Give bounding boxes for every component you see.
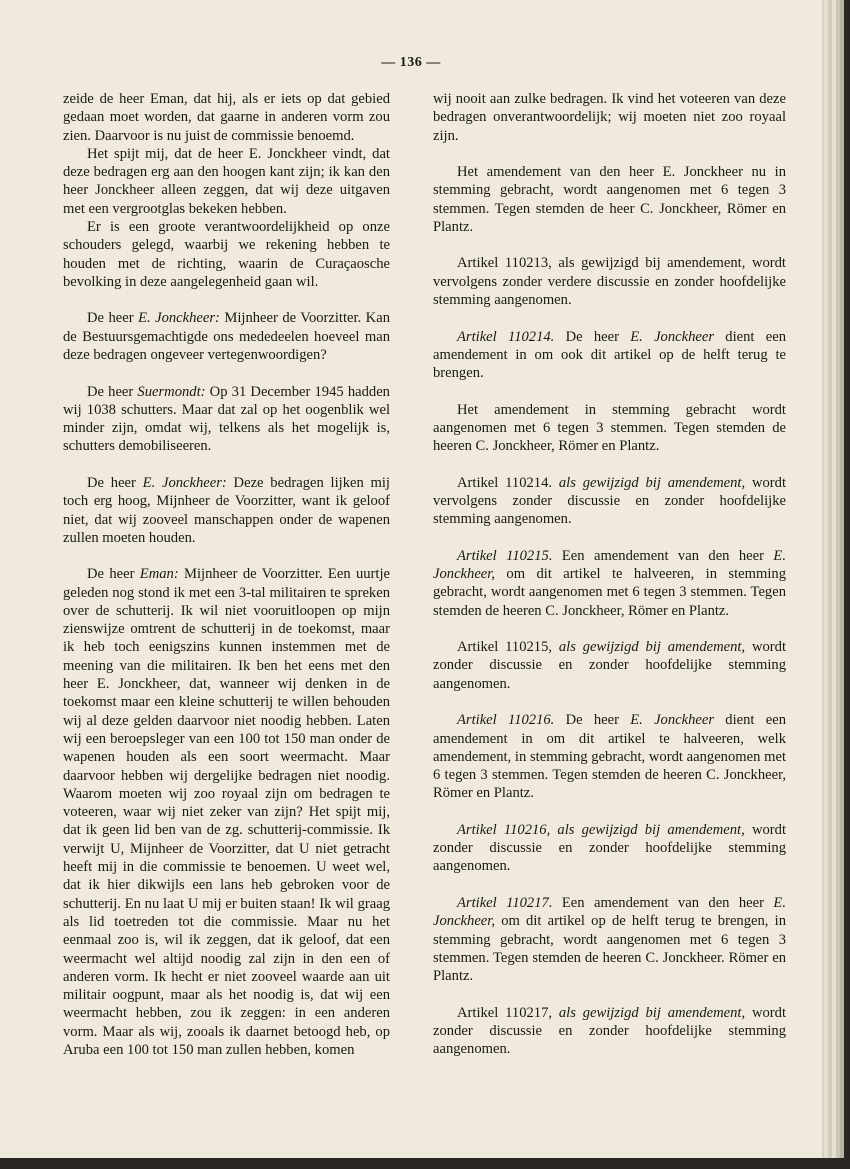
speaker-name: E. Jonckheer, bbox=[433, 547, 786, 583]
amendment-phrase: als gewijzigd bij amendement, bbox=[558, 639, 746, 656]
paragraph: Artikel 110217. Een amendement van den heer E. Jonckheer, om dit artikel op de helft terug te brengen, in stemming gebracht, wordt aangenomen met 6 tegen 3 stemmen. Tegen stemden de heeren C. Jonckheer. Römer en Plantz. bbox=[433, 894, 786, 985]
paragraph: Artikel 110214. als gewijzigd bij amendement, wordt vervolgens zonder discussie en zonder hoofdelijke stemming aangenomen. bbox=[433, 474, 786, 528]
speaker-name: E. Jonckheer: bbox=[142, 474, 227, 491]
paragraph: Artikel 110215, als gewijzigd bij amendement, wordt zonder discussie en zonder hoofdelijke stemming aangenomen. bbox=[433, 639, 786, 692]
paragraph: Artikel 110215. Een amendement van den heer E. Jonckheer, om dit artikel te halveeren, in stemming gebracht, wordt aangenomen met 6 tegen 3 stemmen. Tegen stemden de heeren C. Jonckheer, Römer en Plantz. bbox=[433, 547, 786, 619]
amendment-phrase: als gewijzigd bij amendement, bbox=[558, 474, 746, 491]
speaker-name: E. Jonckheer bbox=[630, 712, 715, 729]
speaker-name: E. Jonckheer: bbox=[138, 310, 220, 327]
left-column bbox=[63, 90, 390, 1077]
paragraph: Artikel 110213, als gewijzigd bij amendement, wordt vervolgens zonder verdere discussie en zonder hoofdelijke stemming aangenomen. bbox=[433, 255, 786, 309]
article-ref: Artikel 110215. bbox=[457, 547, 553, 564]
article-ref: Artikel 110216. bbox=[457, 712, 555, 729]
paragraph: wij nooit aan zulke bedragen. Ik vind het voteeren van deze bedragen onverantwoordelijk; wij moeten niet zoo royaal zijn. bbox=[433, 91, 786, 144]
right-column bbox=[433, 90, 786, 1077]
speaker-name: Suermondt: bbox=[137, 383, 206, 400]
paragraph: Het amendement van den heer E. Jonckheer nu in stemming gebracht, wordt aangenomen met 6 tegen 3 stemmen. Tegen stemden de heer C. Jonckheer, Römer en Plantz. bbox=[433, 164, 786, 235]
paragraph: De heer Suermondt: Op 31 December 1945 hadden wij 1038 schutters. Maar dat zal op het oogenblik wel minder zijn, omdat wij, telkens als het mogelijk is, schutters demobiliseeren. bbox=[63, 383, 390, 455]
paragraph: Artikel 110216, als gewijzigd bij amendement, wordt zonder discussie en zonder hoofdelijke stemming aangenomen. bbox=[433, 821, 786, 875]
speaker-name: Eman: bbox=[139, 566, 179, 583]
paragraph: De heer E. Jonckheer: Deze bedragen lijken mij toch erg hoog, Mijnheer de Voorzitter, want ik geloof niet, dat wij zooveel manschappen onder de wapenen zullen moeten houden. bbox=[63, 474, 390, 546]
amendment-phrase: als gewijzigd bij amendement, bbox=[558, 1004, 746, 1021]
page-number: — 136 — bbox=[381, 55, 441, 70]
paragraph: Artikel 110214. De heer E. Jonckheer dient een amendement in om ook dit artikel op de helft terug te brengen. bbox=[433, 328, 787, 382]
paragraph: Artikel 110216. De heer E. Jonckheer dient een amendement in om dit artikel te halveeren, welk amendement, in stemming gebracht, wordt aangenomen met 6 tegen 3 stemmen. Tegen stemden de heeren C. Jonckheer, Römer en Plantz. bbox=[433, 712, 787, 802]
paragraph: De heer E. Jonckheer: Mijnheer de Voorzitter. Kan de Bestuursgemachtigde ons mededeelen hoeveel man deze bedragen ongeveer vertegenwoordigen? bbox=[63, 310, 390, 364]
paragraph: Artikel 110217, als gewijzigd bij amendement, wordt zonder discussie en zonder hoofdelijke stemming aangenomen. bbox=[433, 1004, 786, 1058]
paragraph: Het amendement in stemming gebracht wordt aangenomen met 6 tegen 3 stemmen. Tegen stemden de heeren C. Jonckheer, Römer en Plantz. bbox=[433, 401, 786, 455]
paragraph: zeide de heer Eman, dat hij, als er iets op dat gebied gedaan moet worden, dat gaarne in anderen vorm zou zien. Daarvoor is nu juist de commissie benoemd. bbox=[63, 91, 390, 144]
paragraph: Het spijt mij, dat de heer E. Jonckheer vindt, dat deze bedragen erg aan den hoogen kant zijn; ik kan den heer Jonckheer alleen zeggen, dat wij deze uitgaven met een vergrootglas bekeken hebben. bbox=[63, 145, 390, 217]
speaker-name: E. Jonckheer, bbox=[433, 894, 786, 930]
article-ref: Artikel 110217. bbox=[457, 894, 553, 911]
speaker-name: E. Jonckheer bbox=[630, 328, 715, 345]
article-ref: Artikel 110214. bbox=[457, 328, 555, 345]
paragraph: Er is een groote verantwoordelijkheid op onze schouders gelegd, waarbij we rekening hebben te houden met de richting, waarin de Curaçaosche bevolking in deze aangelegenheid gaan wil. bbox=[63, 219, 390, 290]
paragraph: De heer Eman: Mijnheer de Voorzitter. Een uurtje geleden nog stond ik met een 3-tal militairen te spreken over de schutterij. Ik wil niet vooruitloopen op mijn zienswijze omtrent de schutterij in de toekomst, maar ik heb toch eenigszins kunnen instemmen met de meening van die militairen. Ik ben het eens met den heer E. Jonckheer, dat, wanneer wij denken in de toekomst maar een kleine schutterij te willen behouden wij al deze gelden daarvoor niet noodig hebben. Laten wij een beroepsleger van een 100 tot 150 man onder de wapenen houden als een soort weermacht. Maar daarvoor hebben wij dergelijke bedragen niet noodig. Waarom moeten wij zoo royaal zijn om bedragen te voteeren, waar wij niet zeker van zijn? Het spijt mij, dat ik geen lid ben van de zg. schutterij-commissie. Ik verwijt U, Mijnheer de Voorzitter, dat U niet getracht heeft mij in die commissie te benoemen. U weet wel, dat ik hier dikwijls een lans heb gebroken voor de schutterij. En nu laat U mij er buiten staan! Ik wil graag als lid toetreden tot die commissie. Maar nu het eenmaal zoo is, wil ik zeggen, dat ik geloof, dat een weermacht wel altijd noodig zal zijn in den een of anderen vorm. Ik hecht er niet zooveel waarde aan uit militair oogpunt, maar als het noodig is, dat wij een weermacht hebben, zou ik zeggen: in een anderen vorm. Maar als wij, zooals ik daarnet betoogd heb, op Aruba een 100 tot 150 man zullen hebben, komen bbox=[63, 566, 390, 1058]
amendment-phrase: Artikel 110216, als gewijzigd bij amendement, bbox=[457, 821, 745, 838]
